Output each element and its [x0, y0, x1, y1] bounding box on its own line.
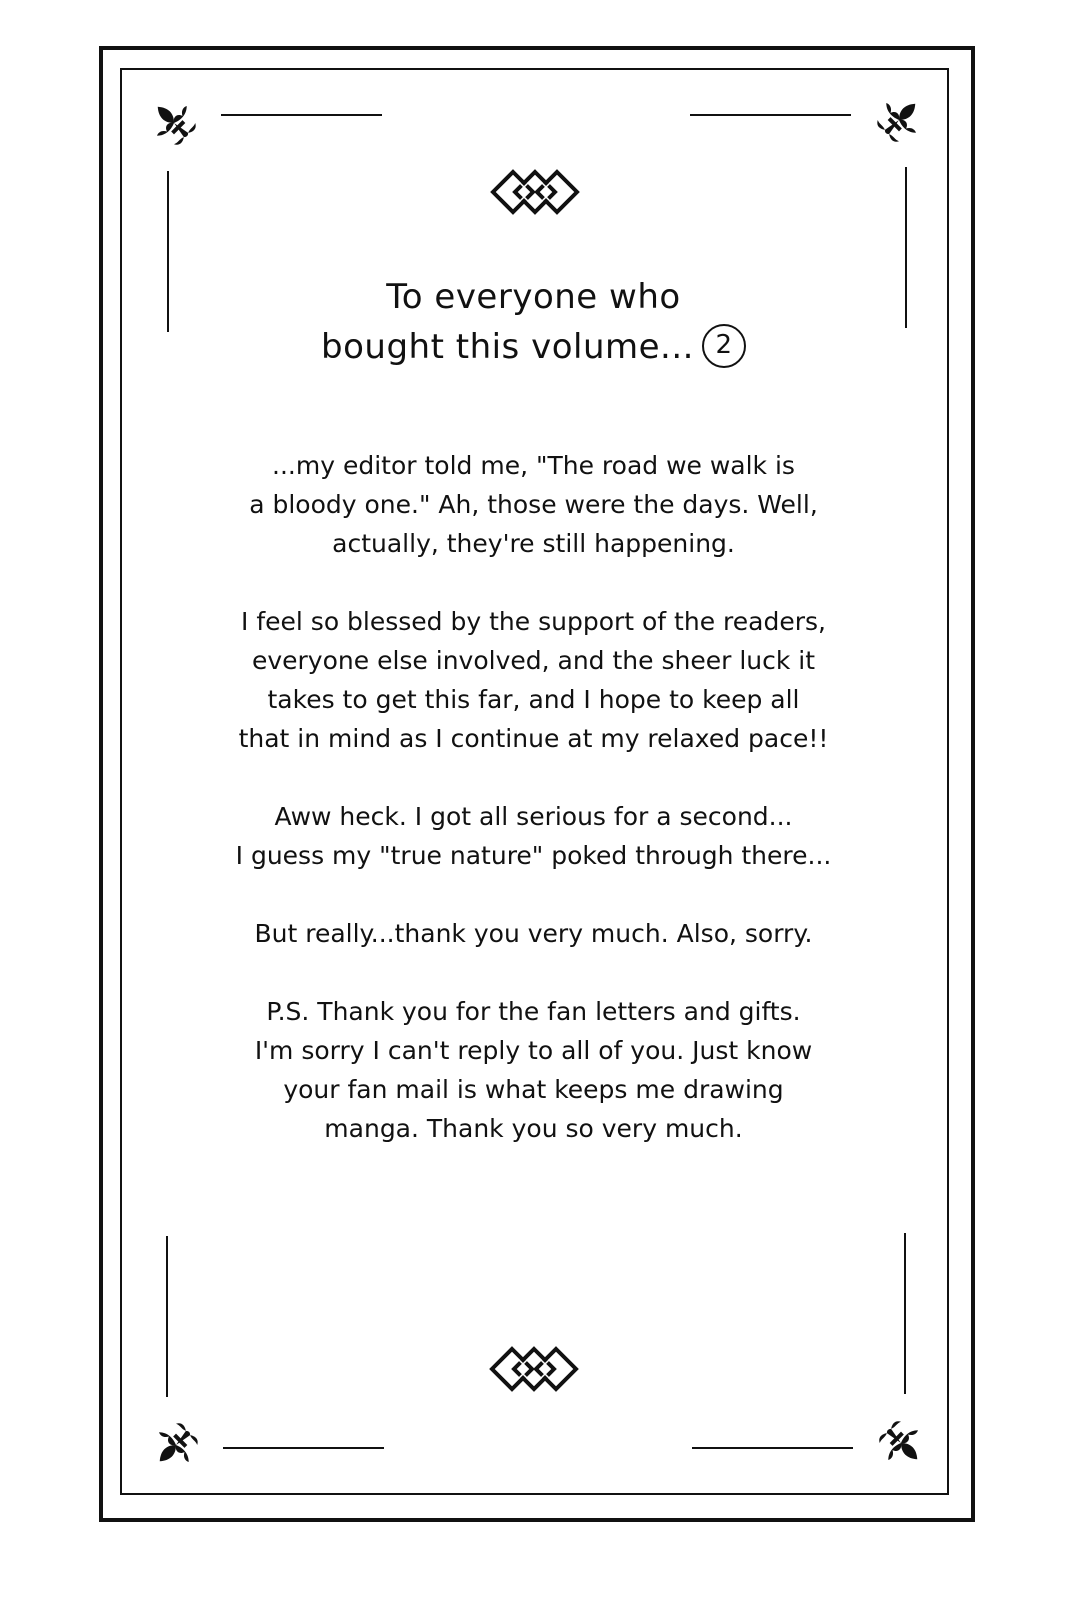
text-line: actually, they're still happening. [332, 529, 735, 558]
page-title [0, 272, 1067, 372]
text-line: your fan mail is what keeps me drawing [283, 1075, 784, 1104]
text-line: that in mind as I continue at my relaxed pace!! [238, 724, 829, 753]
letter-body [210, 446, 857, 1187]
paragraph [210, 797, 857, 875]
top-right-horizontal-rule [690, 114, 851, 116]
paragraph [210, 602, 857, 758]
bottom-right-horizontal-rule [692, 1447, 853, 1449]
text-line: I guess my "true nature" poked through there... [235, 841, 832, 870]
text-line: a bloody one." Ah, those were the days. Well, [249, 490, 818, 519]
title-line-1: To everyone who [386, 277, 681, 317]
circled-number-badge: 2 [702, 324, 746, 368]
text-line: manga. Thank you so very much. [324, 1114, 743, 1143]
interlaced-diamond-knot-icon [485, 167, 585, 217]
paragraph [210, 914, 857, 953]
text-line: I feel so blessed by the support of the readers, [241, 607, 826, 636]
title-line-2-text: bought this volume... [321, 327, 694, 367]
text-line: P.S. Thank you for the fan letters and gifts. [266, 997, 801, 1026]
text-line: everyone else involved, and the sheer luck it [251, 646, 816, 675]
bottom-left-vertical-rule [166, 1236, 168, 1397]
paragraph [210, 992, 857, 1148]
paragraph [210, 446, 857, 563]
title-line-2 [0, 322, 1067, 372]
text-line: I'm sorry I can't reply to all of you. Just know [254, 1036, 813, 1065]
text-line: But really...thank you very much. Also, sorry. [254, 919, 813, 948]
bottom-right-vertical-rule [904, 1233, 906, 1394]
top-left-horizontal-rule [221, 114, 382, 116]
text-line: Aww heck. I got all serious for a second... [274, 802, 793, 831]
interlaced-diamond-knot-icon [484, 1344, 584, 1394]
text-line: ...my editor told me, "The road we walk is [272, 451, 795, 480]
text-line: takes to get this far, and I hope to keep all [267, 685, 800, 714]
bottom-left-horizontal-rule [223, 1447, 384, 1449]
